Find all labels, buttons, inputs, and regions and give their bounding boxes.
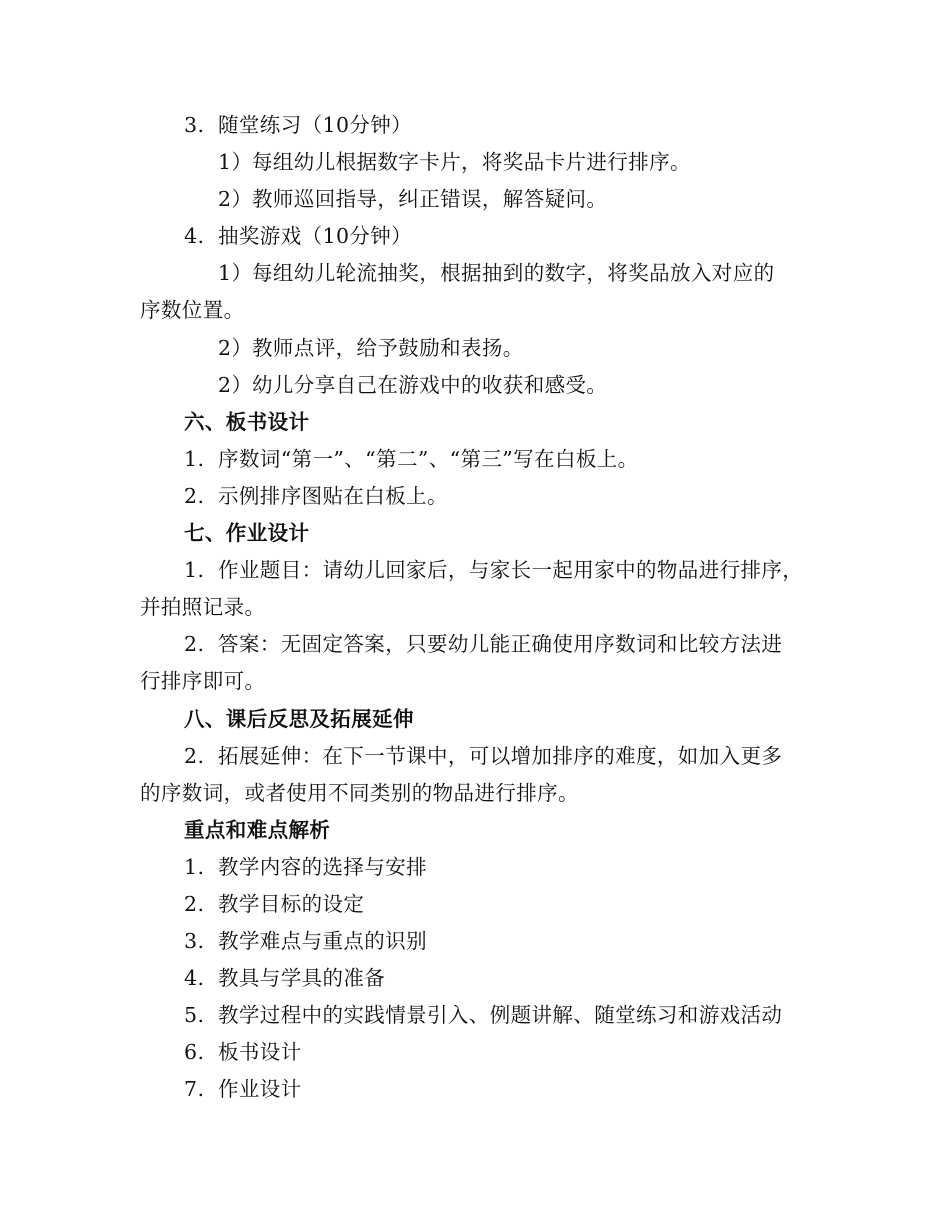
list-item: 2. 拓展延伸：在下一节课中，可以增加排序的难度，如加入更多 [184,743,783,768]
list-item: 1. 序数词“第一”、“第二”、“第三”写在白板上。 [184,446,639,471]
section-heading: 重点和难点解析 [184,817,331,842]
list-item: 2. 教学目标的设定 [184,891,365,916]
list-item: 6. 板书设计 [184,1040,302,1065]
list-item: 3. 教学难点与重点的识别 [184,929,427,954]
list-item: 7. 作业设计 [184,1077,302,1102]
list-item: 2. 答案：无固定答案，只要幼儿能正确使用序数词和比较方法进 [184,632,783,657]
sub-list-item: 2）教师点评，给予鼓励和表扬。 [218,335,524,360]
sub-list-item: 2）幼儿分享自己在游戏中的收获和感受。 [218,372,608,397]
list-item: 4. 抽奖游戏（10分钟） [184,224,413,249]
sub-list-item: 1）每组幼儿轮流抽奖，根据抽到的数字，将奖品放入对应的 [218,261,775,286]
continuation-line: 并拍照记录。 [140,595,266,620]
list-item: 1. 作业题目：请幼儿回家后，与家长一起用家中的物品进行排序， [184,558,804,583]
list-item: 4. 教具与学具的准备 [184,966,386,991]
sub-list-item: 2）教师巡回指导，纠正错误，解答疑问。 [218,187,608,212]
section-heading: 七、作业设计 [184,521,310,546]
list-item: 1. 教学内容的选择与安排 [184,854,427,879]
list-item: 3. 随堂练习（10分钟） [184,113,413,137]
list-item: 5. 教学过程中的实践情景引入、例题讲解、随堂练习和游戏活动 [184,1003,783,1028]
section-heading: 六、板书设计 [184,409,310,434]
continuation-line: 序数位置。 [140,298,245,323]
section-heading: 八、课后反思及拓展延伸 [184,706,414,731]
continuation-line: 的序数词，或者使用不同类别的物品进行排序。 [140,780,579,805]
list-item: 2. 示例排序图贴在白板上。 [184,483,448,508]
sub-list-item: 1）每组幼儿根据数字卡片，将奖品卡片进行排序。 [218,150,691,175]
continuation-line: 行排序即可。 [140,669,266,694]
